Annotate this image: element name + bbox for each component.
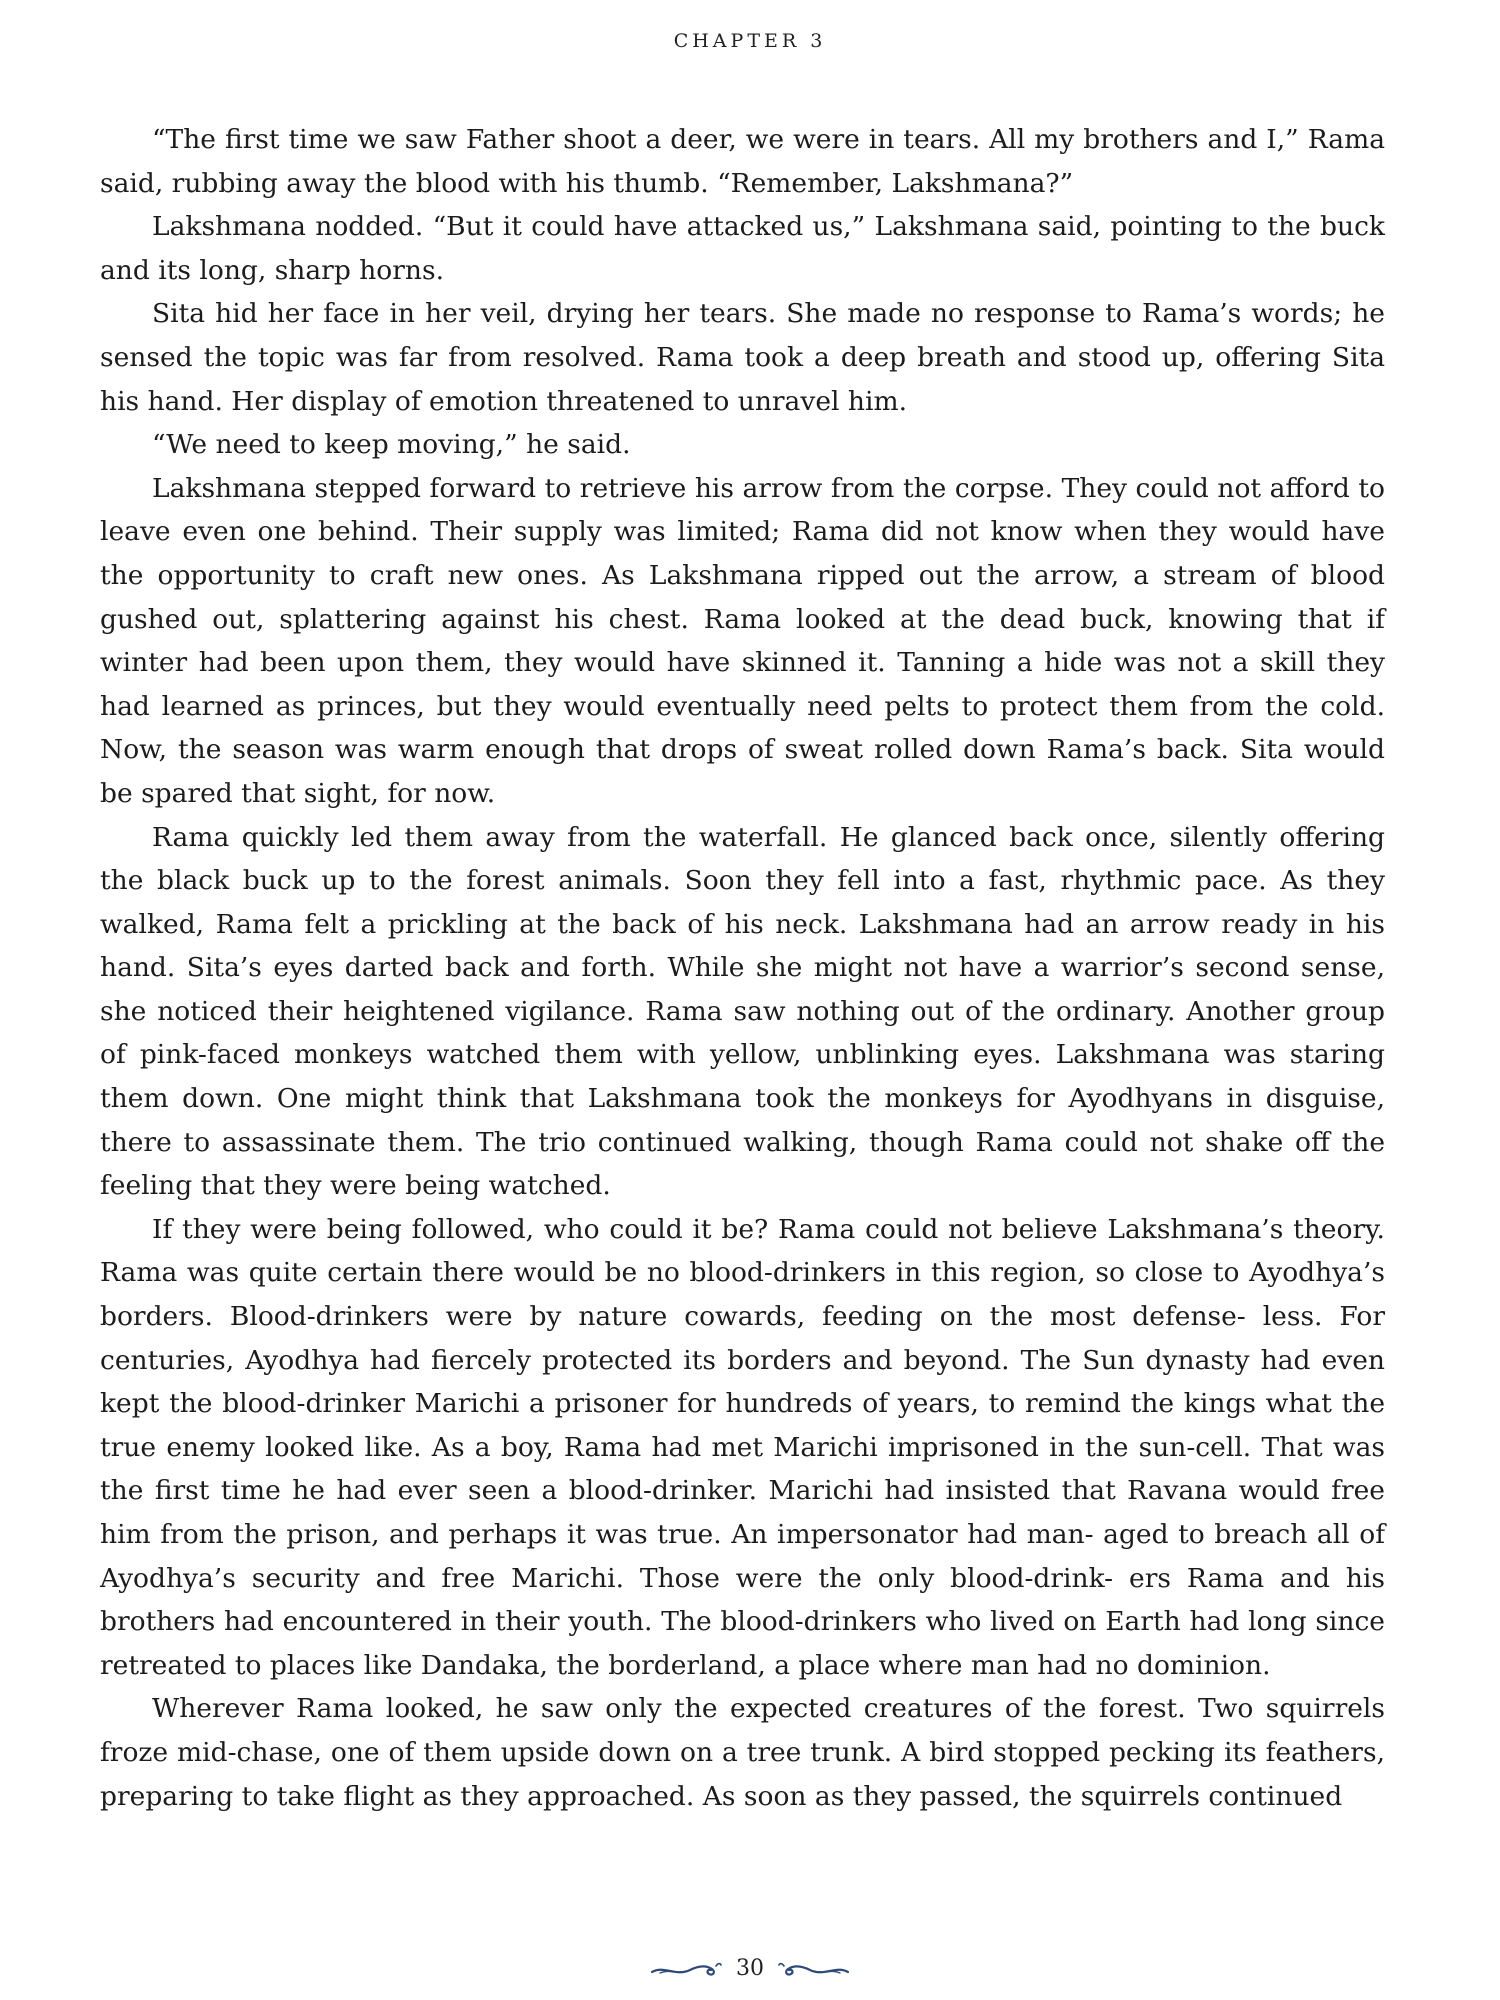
running-head: CHAPTER 3 [673,30,827,52]
paragraph-2: Lakshmana nodded. “But it could have attacked us,” Lakshmana said, pointing to the buck and its long, sharp horns. [100,211,1385,286]
paragraph-1: “The first time we saw Father shoot a deer, we were in tears. All my brothers and I,” Rama said, rubbing away the blood with his thumb. “Remember, Lakshmana?” [100,124,1385,199]
flourish-right-icon [778,1959,850,1979]
paragraph-5: Lakshmana stepped forward to retrieve his arrow from the corpse. They could not afford to leave even one behind. Their supply was limited; Rama did not know when they would have the opportunity to craft new ones. As Lakshmana ripped out the arrow, a stream of blood gushed out, splattering against his chest. Rama looked at the dead buck, knowing that if winter had been upon them, they would have skinned it. Tanning a hide was not a skill they had learned as princes, but they would eventually need pelts to protect them from the cold. Now, the season was warm enough that drops of sweat rolled down Rama’s back. Sita would be spared that sight, for now. [100,472,1385,809]
body-text [100,118,1385,1818]
paragraph-6: Rama quickly led them away from the waterfall. He glanced back once, silently offering the black buck up to the forest animals. Soon they fell into a fast, rhythmic pace. As they walked, Rama felt a prickling at the back of his neck. Lakshmana had an arrow ready in his hand. Sita’s eyes darted back and forth. While she might not have a warrior’s second sense, she noticed their heightened vigilance. Rama saw nothing out of the ordinary. Another group of pink-faced monkeys watched them with yellow, unblinking eyes. Lakshmana was staring them down. One might think that Lakshmana took the monkeys for Ayodhyans in disguise, there to assassinate them. The trio continued walking, though Rama could not shake off the feeling that they were being watched. [100,821,1385,1202]
page-number: 30 [736,1956,764,1981]
paragraph-4: “We need to keep moving,” he said. [152,429,631,461]
paragraph-8: Wherever Rama looked, he saw only the expected creatures of the forest. Two squirrels froze mid-chase, one of them upside down on a tree trunk. A bird stopped pecking its feathers, preparing to take flight as they approached. As soon as they passed, the squirrels continued [100,1693,1385,1812]
paragraph-7: If they were being followed, who could it be? Rama could not believe Lakshmana’s theory. Rama was quite certain there would be no blood-drinkers in this region, so close to Ayodhya’s borders. Blood-drinkers were by nature cowards, feeding on the most defense- less. For centuries, Ayodhya had fiercely protected its borders and beyond. The Sun dynasty had even kept the blood-drinker Marichi a prisoner for hundreds of years, to remind the kings what the true enemy looked like. As a boy, Rama had met Marichi imprisoned in the sun-cell. That was the first time he had ever seen a blood-drinker. Marichi had insisted that Ravana would free him from the prison, and perhaps it was true. An impersonator had man- aged to breach all of Ayodhya’s security and free Marichi. Those were the only blood-drink- ers Rama and his brothers had encountered in their youth. The blood-drinkers who lived on Earth had long since retreated to places like Dandaka, the borderland, a place where man had no dominion. [100,1213,1385,1681]
paragraph-3: Sita hid her face in her veil, drying her tears. She made no response to Rama’s words; he sensed the topic was far from resolved. Rama took a deep breath and stood up, offering Sita his hand. Her display of emotion threatened to unravel him. [100,298,1385,417]
flourish-left-icon [650,1959,722,1979]
page-footer [0,1956,1500,1981]
